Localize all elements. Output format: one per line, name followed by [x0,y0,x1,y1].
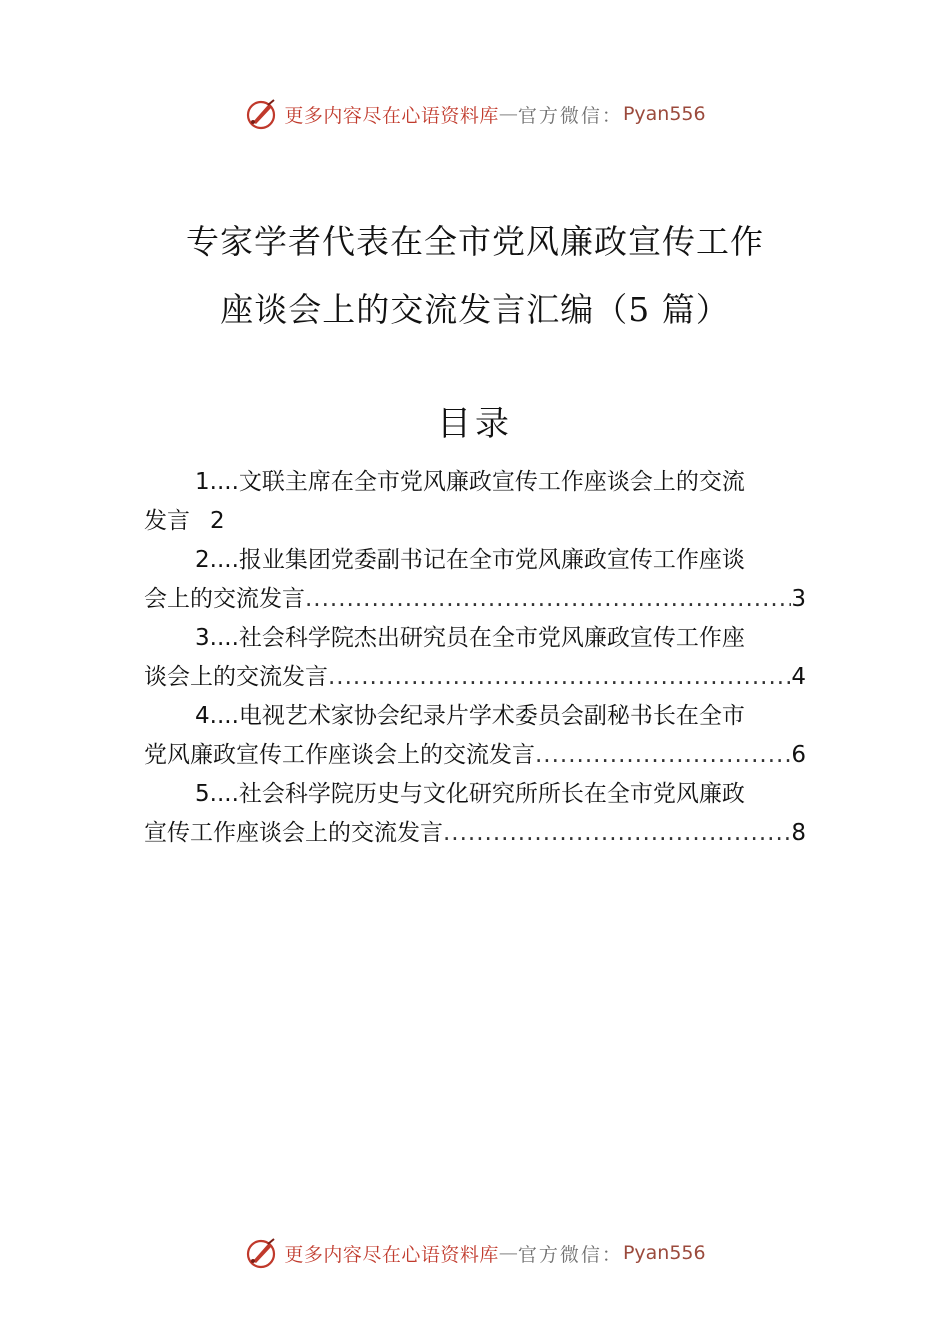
banner-wechat-label: 官方微信： [517,104,623,127]
toc-entry-title: 社会科学院杰出研究员在全市党风廉政宣传工作座 [238,625,745,651]
toc-entry[interactable] [144,697,806,775]
toc-heading: 目录 [437,404,513,444]
quill-pen-logo-icon [244,97,278,131]
toc-entry-line1 [144,775,806,814]
toc-entry-number: 2.... [195,547,239,573]
toc-entry-title-cont: 会上的交流发言 [144,586,305,612]
toc-entry-page: 6 [791,742,806,768]
toc-entry-number: 1.... [195,469,239,495]
toc-dot-leader [535,736,791,775]
toc-entry-title: 报业集团党委副书记在全市党风廉政宣传工作座谈 [238,547,745,573]
table-of-contents [144,463,806,853]
toc-entry[interactable] [144,541,806,619]
toc-dot-leader [328,658,791,697]
toc-entry-title-cont: 宣传工作座谈会上的交流发言 [144,820,443,846]
toc-entry-page: 2 [210,508,225,534]
toc-entry-title: 社会科学院历史与文化研究所所长在全市党风廉政 [238,781,745,807]
toc-entry-number: 3.... [195,625,239,651]
document-title-line1: 专家学者代表在全市党风廉政宣传工作 [186,222,764,261]
toc-entry-number: 5.... [195,781,239,807]
toc-entry-title-cont: 谈会上的交流发言 [144,664,328,690]
banner-wechat-id: Pyan556 [622,1242,706,1264]
toc-entry-line2 [144,736,806,775]
toc-entry-title-cont: 发言 [144,508,190,534]
toc-entry-page: 4 [791,664,806,690]
toc-entry-line2 [144,658,806,697]
toc-entry-title-cont: 党风廉政宣传工作座谈会上的交流发言 [144,742,535,768]
toc-dot-leader [443,814,791,853]
toc-entry-line2 [144,502,806,541]
toc-entry-line2 [144,580,806,619]
banner-brand-text: 更多内容尽在心语资料库 [284,1243,499,1266]
toc-entry-page: 8 [791,820,806,846]
banner-dash: — [498,103,518,125]
toc-entry-line1 [144,463,806,502]
header-banner [0,94,950,134]
document-title-line2: 座谈会上的交流发言汇编（5 篇） [220,290,730,329]
toc-entry-title: 电视艺术家协会纪录片学术委员会副秘书长在全市 [238,703,745,729]
toc-dot-leader [305,580,791,619]
footer-banner [0,1233,950,1273]
toc-entry-page: 3 [791,586,806,612]
toc-entry-line1 [144,697,806,736]
toc-entry[interactable] [144,619,806,697]
toc-entry-line1 [144,619,806,658]
banner-wechat-label: 官方微信： [517,1243,623,1266]
quill-pen-logo-icon [244,1236,278,1270]
toc-entry-line2 [144,814,806,853]
toc-entry-title: 文联主席在全市党风廉政宣传工作座谈会上的交流 [238,469,745,495]
banner-brand-text: 更多内容尽在心语资料库 [284,104,499,127]
banner-wechat-id: Pyan556 [622,103,706,125]
banner-dash: — [498,1242,518,1264]
toc-entry[interactable] [144,463,806,541]
toc-entry-line1 [144,541,806,580]
toc-entry-number: 4.... [195,703,239,729]
toc-entry[interactable] [144,775,806,853]
